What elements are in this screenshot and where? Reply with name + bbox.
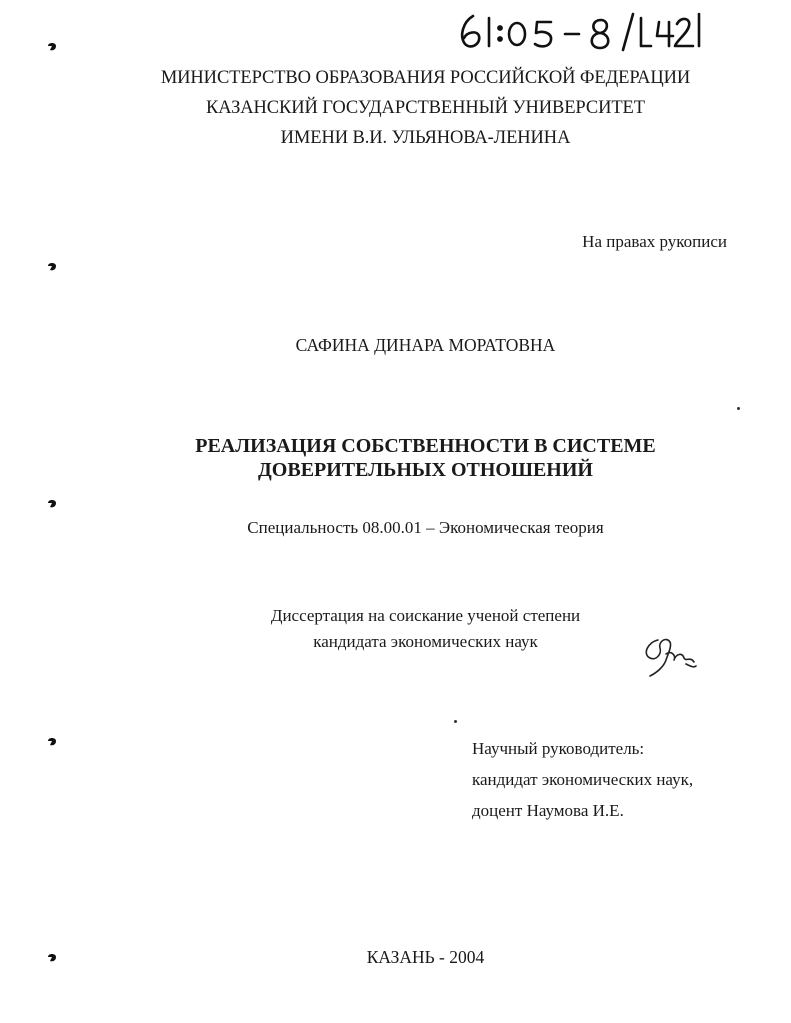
binder-hole-mark	[46, 735, 58, 747]
binder-hole-mark	[46, 497, 58, 509]
scan-speck	[737, 407, 740, 410]
university-honorific: ИМЕНИ В.И. УЛЬЯНОВА-ЛЕНИНА	[280, 128, 571, 148]
archive-code-text: 61:05-8/1421	[455, 53, 461, 54]
manuscript-rights-note: На правах рукописи	[582, 232, 727, 251]
binder-hole-mark	[46, 260, 58, 272]
scan-speck	[454, 720, 457, 723]
dissertation-title-line-1: РЕАЛИЗАЦИЯ СОБСТВЕННОСТИ В СИСТЕМЕ	[195, 435, 656, 457]
city-year: КАЗАНЬ - 2004	[366, 947, 485, 967]
ministry-name: МИНИСТЕРСТВО ОБРАЗОВАНИЯ РОССИЙСКОЙ ФЕДЕРАЦИИ	[160, 68, 691, 88]
binder-hole-mark	[46, 951, 58, 963]
degree-statement-line-2: кандидата экономических наук	[313, 632, 538, 651]
signature	[636, 632, 700, 678]
dissertation-title-line-2: ДОВЕРИТЕЛЬНЫХ ОТНОШЕНИЙ	[258, 459, 593, 481]
author-name: САФИНА ДИНАРА МОРАТОВНА	[295, 335, 556, 355]
degree-statement-line-1: Диссертация на соискание ученой степени	[270, 606, 581, 625]
handwritten-archive-number	[455, 6, 705, 54]
binder-hole-mark	[46, 40, 58, 52]
supervisor-label: Научный руководитель:	[472, 739, 645, 758]
supervisor-degree: кандидат экономических наук,	[472, 770, 694, 789]
specialty: Специальность 08.00.01 – Экономическая теория	[247, 518, 604, 537]
supervisor-name: доцент Наумова И.Е.	[472, 801, 624, 820]
university-name: КАЗАНСКИЙ ГОСУДАРСТВЕННЫЙ УНИВЕРСИТЕТ	[206, 98, 645, 118]
